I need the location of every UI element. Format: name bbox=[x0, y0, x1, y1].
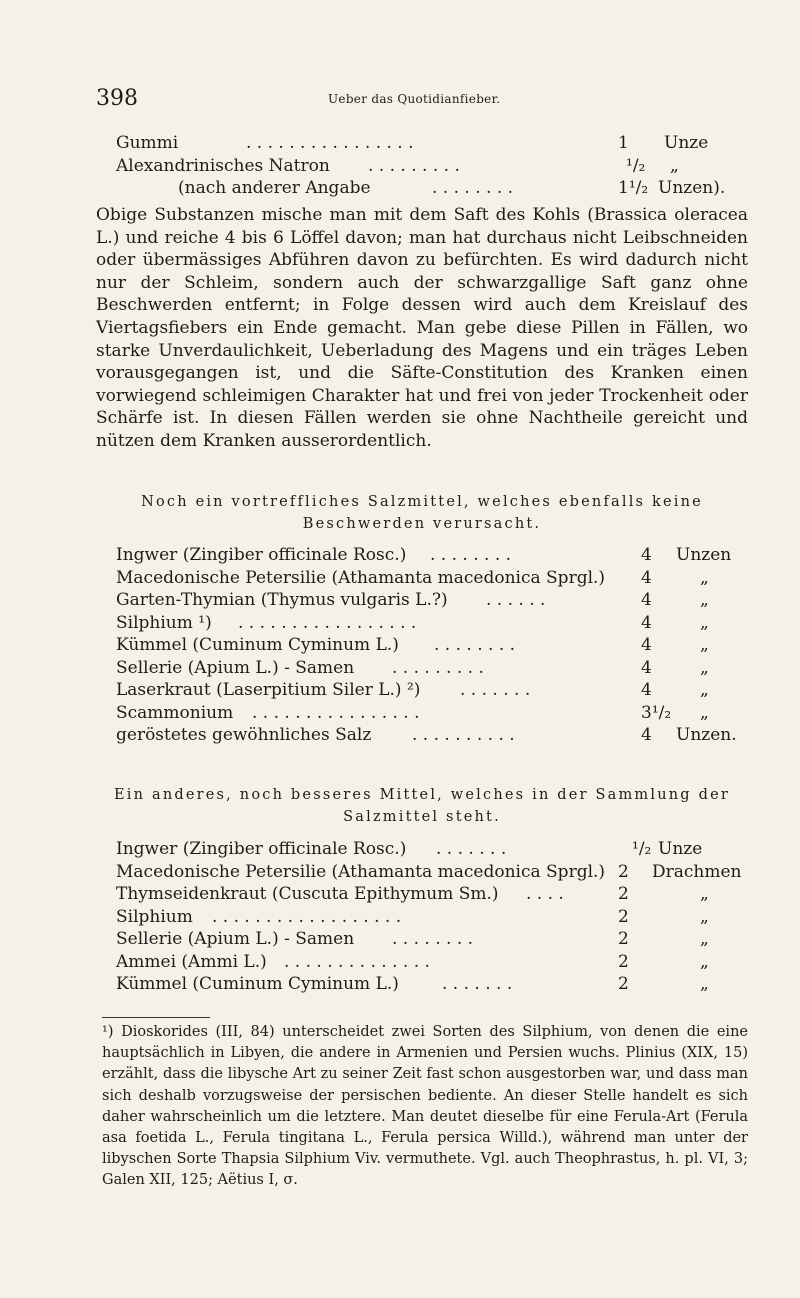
recipe-list-2 bbox=[96, 838, 756, 996]
list-item: Kümmel (Cuminum Cyminum L.) . . . . . . . . 4 „ bbox=[116, 635, 709, 655]
list-item: geröstetes gewöhnliches Salz . . . . . . . . . . 4 Unzen. bbox=[116, 725, 737, 745]
list-item: Kümmel (Cuminum Cyminum L.) . . . . . . . 2 „ bbox=[116, 974, 709, 994]
list-item: Silphium . . . . . . . . . . . . . . . . . . 2 „ bbox=[116, 906, 709, 927]
page-number: 398 bbox=[96, 86, 138, 111]
top-recipe-list bbox=[96, 132, 756, 200]
list-item: Silphium ¹) . . . . . . . . . . . . . . . . . 4 „ bbox=[116, 612, 709, 633]
section-heading: Noch ein vortreffliches Salzmittel, welches ebenfalls keine Beschwerden verursacht. bbox=[141, 494, 703, 532]
list-item: Gummi . . . . . . . . . . . . . . . . 1 Unze bbox=[116, 133, 709, 153]
list-item: Garten-Thymian (Thymus vulgaris L.?) . . . . . . 4 „ bbox=[116, 590, 709, 610]
body-paragraph: Obige Substanzen mische man mit dem Saft des Kohls (Brassica oleracea L.) und reiche 4 bis 6 Löffel davon; man hat durchaus nicht Leibschneiden oder übermässiges Abführen davon zu befürchten. Es wird dadurch nicht nur der Schleim, sondern auch der schwarzgallige Saft ganz ohne Beschwerden entfernt; in Folge dessen wird auch dem Kreislauf des Viertagsfiebers ein Ende gemacht. Man gebe diese Pillen in Fällen, wo starke Unverdaulichkeit, Ueberladung des Magens und ein träges Leben vorausgegangen ist, und die Säfte-Constitution des Kranken einen vorwiegend schleimigen Charakter hat und frei von jeder Trockenheit oder Schärfe ist. In diesen Fällen werden sie ohne Nachtheile gereicht und nützen dem Kranken ausserordentlich. bbox=[96, 205, 748, 451]
list-item: Thymseidenkraut (Cuscuta Epithymum Sm.) . . . . 2 „ bbox=[116, 884, 709, 904]
list-item: Ammei (Ammi L.) . . . . . . . . . . . . . . 2 „ bbox=[116, 951, 709, 972]
list-item: Laserkraut (Laserpitium Siler L.) ²) . . . . . . . 4 „ bbox=[116, 680, 709, 700]
recipe-list-1 bbox=[96, 544, 756, 747]
list-item: Ingwer (Zingiber officinale Rosc.) . . . . . . . . 4 Unzen bbox=[116, 545, 732, 565]
list-item: Sellerie (Apium L.) - Samen . . . . . . . . 2 „ bbox=[116, 929, 709, 949]
list-item: Macedonische Petersilie (Athamanta macedonica Sprgl.) 4 „ bbox=[116, 567, 709, 588]
list-item: Ingwer (Zingiber officinale Rosc.) . . . . . . . ¹/₂ Unze bbox=[116, 839, 703, 859]
section-heading: Ein anderes, noch besseres Mittel, welches in der Sammlung der Salzmittel steht. bbox=[114, 787, 730, 825]
list-item: Alexandrinisches Natron . . . . . . . . . ¹/₂ „ bbox=[116, 155, 679, 176]
list-item: Scammonium . . . . . . . . . . . . . . . . 3¹/₂ „ bbox=[116, 702, 709, 723]
footnote: ¹) Dioskorides (III, 84) unterscheidet zwei Sorten des Silphium, von denen die eine hauptsächlich in Libyen, die andere in Armenien und Persien wuchs. Plinius (XIX, 15) erzählt, dass die libysche Art zu seiner Zeit fast schon ausgestorben war, und dass man sich deshalb vorzugsweise der persischen bediente. An dieser Stelle handelt es sich daher wahrscheinlich um die letztere. Man deutet dieselbe für eine Ferula-Art (Ferula asa foetida L., Ferula tingitana L., Ferula persica Willd.), während man unter der libyschen Sorte Thapsia Silphium Viv. vermuthete. Vgl. auch Theophrastus, h. pl. VI, 3; Galen XII, 125; Aëtius I, σ. bbox=[102, 1024, 748, 1189]
list-item: Macedonische Petersilie (Athamanta macedonica Sprgl.) 2 Drachmen bbox=[116, 861, 742, 882]
list-item: Sellerie (Apium L.) - Samen . . . . . . . . . 4 „ bbox=[116, 657, 709, 678]
running-title: Ueber das Quotidianfieber. bbox=[328, 92, 501, 106]
list-item: (nach anderer Angabe . . . . . . . . 1¹/₂ Unzen). bbox=[178, 178, 726, 198]
page-header bbox=[96, 86, 756, 116]
footnote-rule bbox=[102, 1017, 210, 1018]
